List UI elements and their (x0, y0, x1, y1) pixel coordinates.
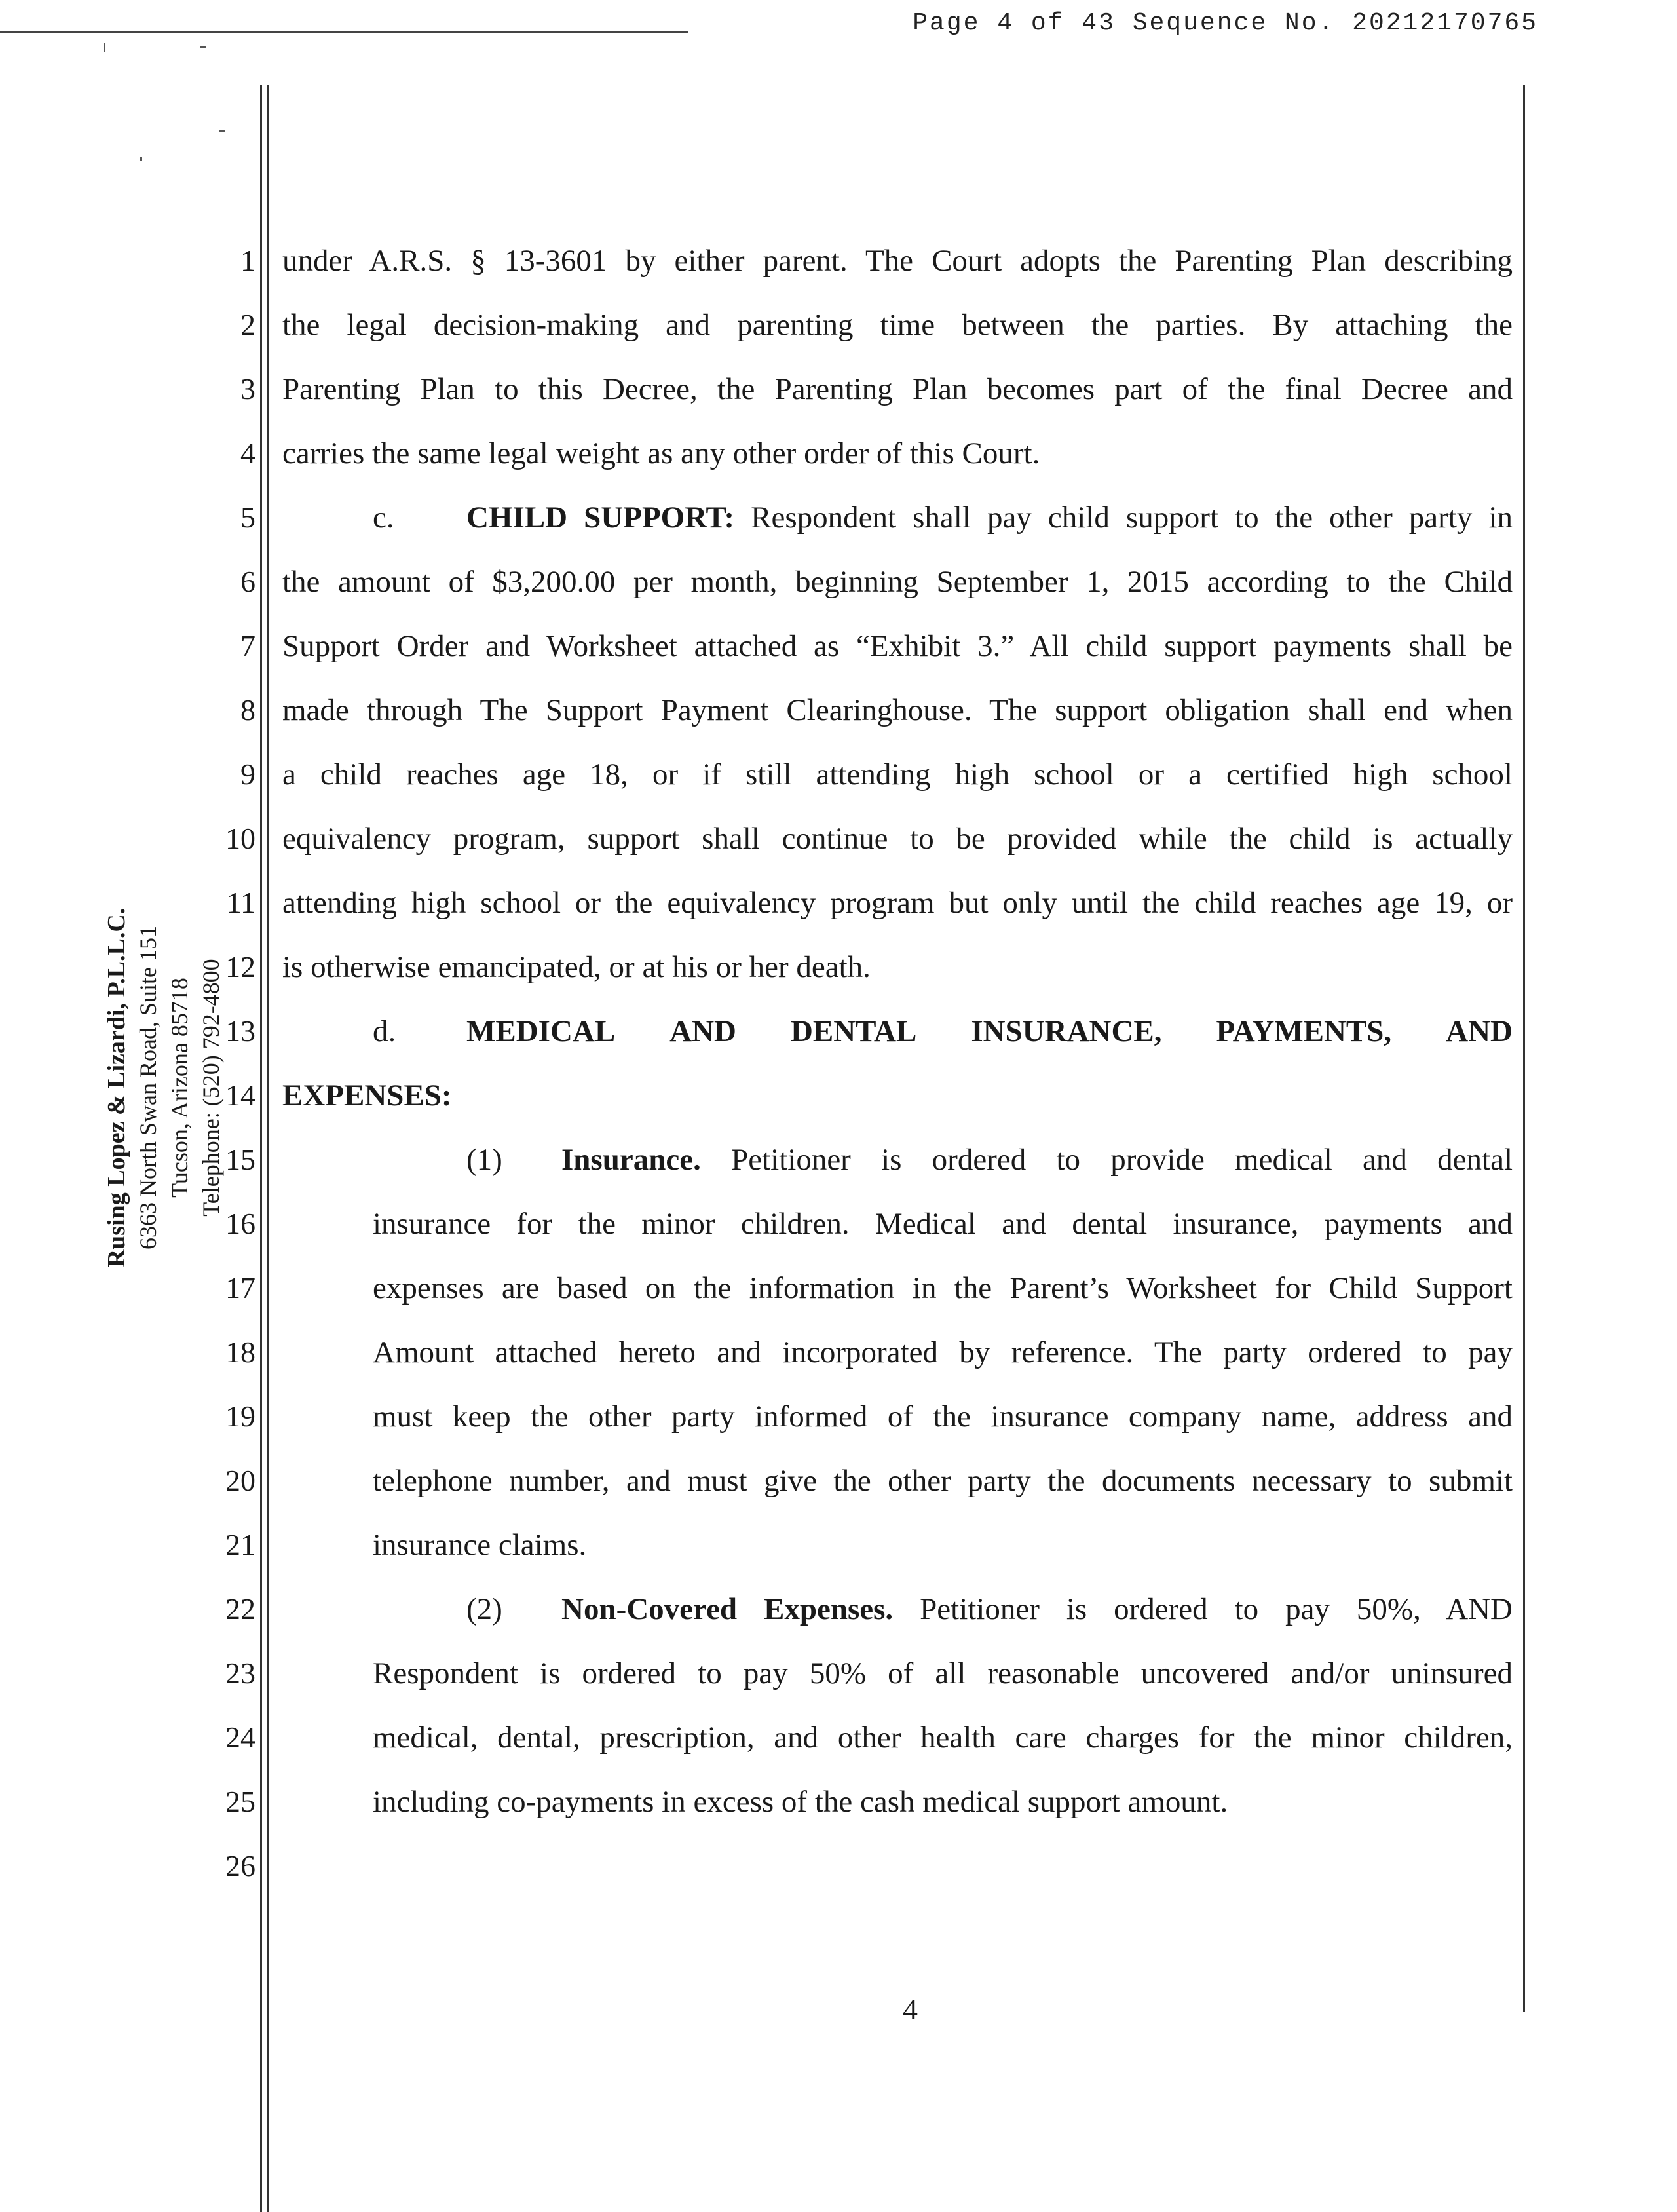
text-line-24: medical, dental, prescription, and other health care charges for the minor children, (373, 1721, 1513, 1755)
text-line-8: made through The Support Payment Clearinghouse. The support obligation shall end when (282, 693, 1513, 727)
text-line-25: including co-payments in excess of the cash medical support amount. (373, 1785, 1228, 1819)
text-line-15 (561, 1145, 1513, 1175)
margin-line-left-2 (267, 85, 269, 2212)
subsection-1-number: (1) (466, 1143, 502, 1177)
line-number: 19 (225, 1400, 255, 1433)
text-line-13 (466, 1016, 1513, 1047)
text-line-3: Parenting Plan to this Decree, the Parenting Plan becomes part of the final Decree and (282, 372, 1513, 406)
line-number: 9 (240, 757, 255, 791)
scan-mark (140, 157, 142, 161)
heading-word: DENTAL (790, 1014, 917, 1048)
line-number: 4 (240, 436, 255, 470)
text-line-6: the amount of $3,200.00 per month, beginning September 1, 2015 according to the Child (282, 565, 1513, 599)
line-number: 7 (240, 629, 255, 662)
text-line-2: the legal decision-making and parenting time between the parties. By attaching the (282, 308, 1513, 342)
page-sequence-header: Page 4 of 43 Sequence No. 20212170765 (913, 9, 1538, 37)
text-line-15-rest: Petitioner is ordered to provide medical and dental (700, 1143, 1513, 1177)
line-number: 10 (225, 822, 255, 855)
firm-phone: Telephone: (520) 792-4800 (198, 959, 224, 1217)
margin-line-right (1523, 85, 1525, 2012)
scan-mark (200, 46, 206, 48)
subsection-2-number: (2) (466, 1592, 502, 1626)
scan-mark (104, 43, 105, 52)
line-number: 8 (240, 693, 255, 727)
margin-line-left-1 (260, 85, 262, 2212)
line-number: 26 (225, 1849, 255, 1882)
line-number: 3 (240, 372, 255, 406)
line-number: 23 (225, 1656, 255, 1690)
text-line-22-rest: Petitioner is ordered to pay 50%, AND (893, 1592, 1513, 1626)
line-number: 6 (240, 565, 255, 598)
heading-word: MEDICAL (466, 1014, 616, 1048)
text-line-16: insurance for the minor children. Medical and dental insurance, payments and (373, 1207, 1513, 1241)
line-number: 2 (240, 308, 255, 341)
firm-city: Tucson, Arizona 85718 (166, 978, 193, 1198)
line-number: 13 (225, 1014, 255, 1048)
firm-name: Rusing Lopez & Lizardi, P.L.L.C. (103, 907, 130, 1268)
heading-word: INSURANCE, (971, 1014, 1162, 1048)
text-line-7: Support Order and Worksheet attached as “Exhibit 3.” All child support payments shall be (282, 629, 1513, 663)
non-covered-expenses-heading: Non-Covered Expenses. (561, 1592, 894, 1626)
text-line-22 (561, 1594, 1513, 1625)
line-number: 17 (225, 1271, 255, 1305)
text-line-20: telephone number, and must give the other party the documents necessary to submit (373, 1464, 1513, 1498)
section-c-label: c. (373, 501, 394, 535)
text-line-14: EXPENSES: (282, 1078, 452, 1113)
line-number: 22 (225, 1592, 255, 1626)
text-line-9: a child reaches age 18, or if still attending high school or a certified high school (282, 757, 1513, 791)
line-number: 25 (225, 1785, 255, 1818)
line-number: 16 (225, 1207, 255, 1240)
line-number: 12 (225, 950, 255, 983)
text-line-5-rest: Respondent shall pay child support to the other party in (734, 501, 1513, 535)
text-line-17: expenses are based on the information in the Parent’s Worksheet for Child Support (373, 1271, 1513, 1305)
section-d-label: d. (373, 1014, 396, 1048)
text-line-11: attending high school or the equivalency program but only until the child reaches age 19, or (282, 886, 1513, 920)
line-number: 15 (225, 1143, 255, 1176)
heading-word: PAYMENTS, (1216, 1014, 1392, 1048)
text-line-19: must keep the other party informed of the insurance company name, address and (373, 1400, 1513, 1434)
text-line-4: carries the same legal weight as any other order of this Court. (282, 436, 1040, 470)
text-line-1: under A.R.S. § 13-3601 by either parent. The Court adopts the Parenting Plan describing (282, 244, 1513, 278)
insurance-heading: Insurance. (561, 1143, 701, 1177)
line-number: 1 (240, 244, 255, 277)
page-number: 4 (903, 1993, 918, 2026)
line-number: 24 (225, 1721, 255, 1754)
heading-word: AND (669, 1014, 736, 1048)
line-number: 5 (240, 501, 255, 534)
heading-word: AND (1446, 1014, 1513, 1048)
line-number: 11 (226, 886, 255, 919)
top-rule (0, 31, 688, 33)
text-line-21: insurance claims. (373, 1528, 587, 1562)
child-support-heading: CHILD SUPPORT: (466, 501, 735, 535)
firm-address: 6363 North Swan Road, Suite 151 (135, 926, 161, 1249)
text-line-12: is otherwise emancipated, or at his or her death. (282, 950, 871, 984)
text-line-10: equivalency program, support shall continue to be provided while the child is actually (282, 822, 1513, 856)
text-line-18: Amount attached hereto and incorporated by reference. The party ordered to pay (373, 1335, 1513, 1369)
scan-mark (219, 130, 225, 132)
text-line-5 (466, 503, 1513, 533)
text-line-23: Respondent is ordered to pay 50% of all reasonable uncovered and/or uninsured (373, 1656, 1513, 1690)
line-number: 20 (225, 1464, 255, 1497)
line-number: 14 (225, 1078, 255, 1112)
line-number: 18 (225, 1335, 255, 1369)
line-number: 21 (225, 1528, 255, 1561)
